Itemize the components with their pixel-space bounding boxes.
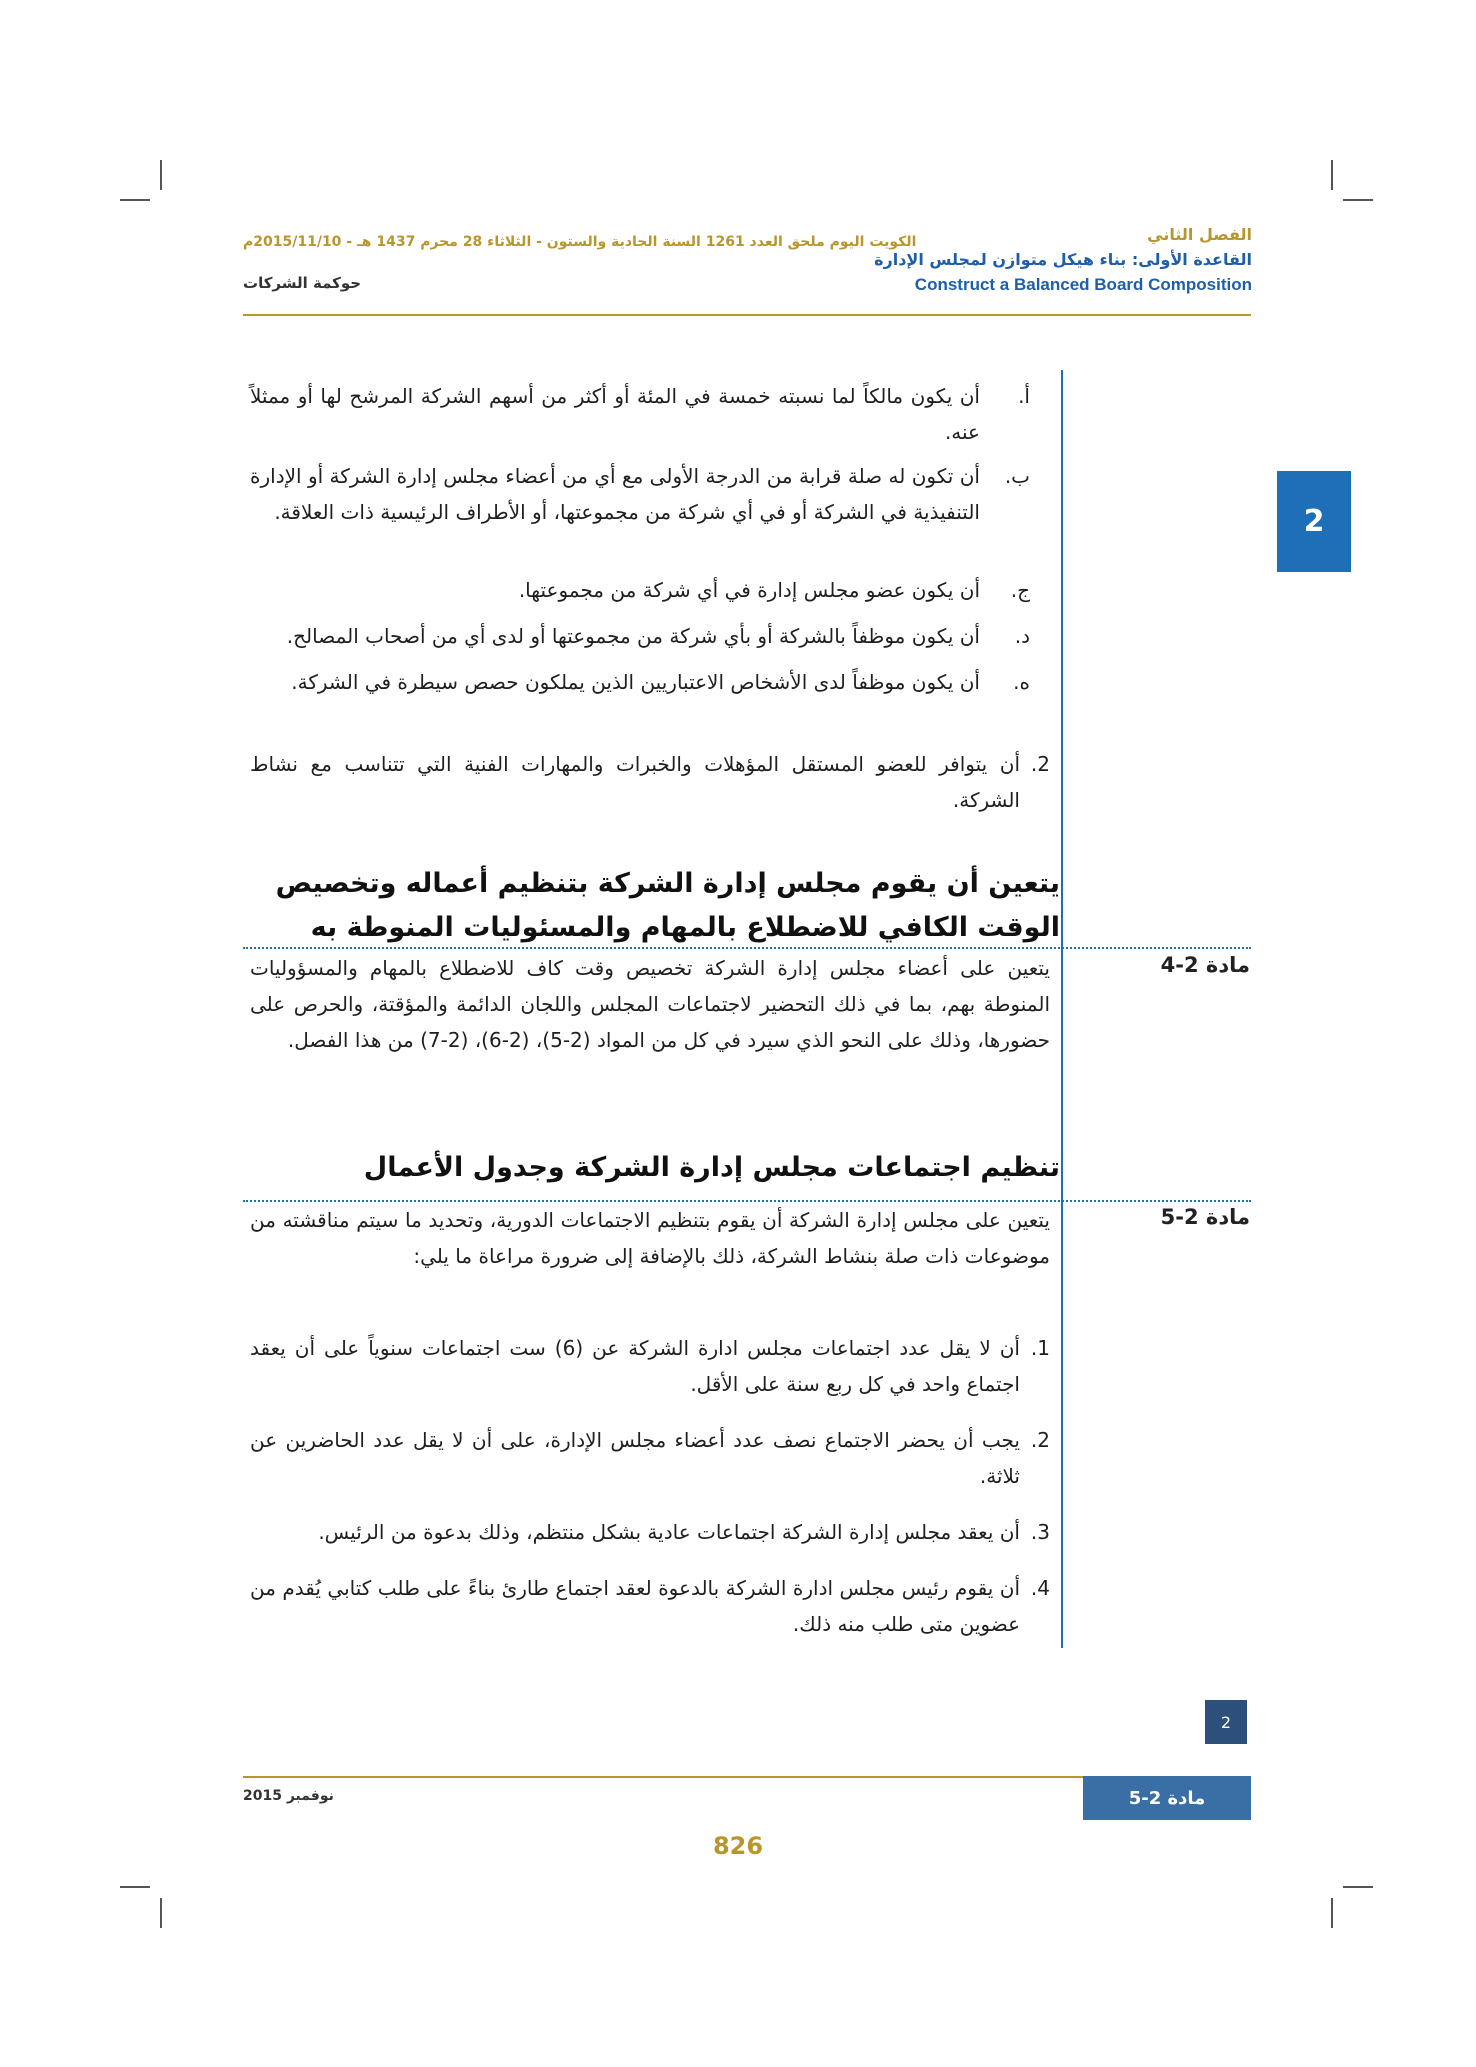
crop-mark	[120, 1886, 150, 1888]
gazette-line: الكويت اليوم ملحق العدد 1261 السنة الحادية والستون - الثلاثاء 28 محرم 1437 هـ - 2015/11/10م	[243, 234, 917, 250]
list-marker: أ.	[1018, 384, 1030, 408]
crop-mark	[160, 160, 162, 190]
list-item: أن يعقد مجلس إدارة الشركة اجتماعات عادية بشكل منتظم، وذلك بدعوة من الرئيس.	[318, 1520, 1020, 1544]
article-label: مادة 2-4	[1160, 953, 1250, 977]
crop-mark	[1343, 199, 1373, 201]
footer-rule	[243, 1776, 1083, 1778]
list-marker: ب.	[1004, 464, 1030, 488]
crop-mark	[1331, 160, 1333, 190]
list-item: أن يكون مالكاً لما نسبته خمسة في المئة أو أكثر من أسهم الشركة المرشح لها أو ممثلاً عنه.	[250, 384, 980, 444]
list-item: أن لا يقل عدد اجتماعات مجلس ادارة الشركة عن (6) ست اجتماعات سنوياً على أن يعقد اجتماع واحد في كل ربع سنة على الأقل.	[250, 1336, 1020, 1396]
chapter-tab: 2	[1277, 471, 1351, 572]
english-title: Construct a Balanced Board Composition	[914, 275, 1252, 294]
footer-article-box: مادة 2-5	[1083, 1776, 1251, 1820]
header-right	[874, 225, 1252, 295]
crop-mark	[160, 1898, 162, 1928]
heading-divider	[243, 947, 1251, 949]
list-item: أن يتوافر للعضو المستقل المؤهلات والخبرات والمهارات الفنية التي تتناسب مع نشاط الشركة.	[250, 752, 1020, 812]
section-heading: يتعين أن يقوم مجلس إدارة الشركة بتنظيم أعماله وتخصيص الوقت الكافي للاضطلاع بالمهام والمسئوليات المنوطة به	[275, 868, 1060, 943]
crop-mark	[1331, 1898, 1333, 1928]
article-text: يتعين على أعضاء مجلس إدارة الشركة تخصيص وقت كاف للاضطلاع بالمهام والمسؤوليات المنوطة بهم، بما في ذلك التحضير لاجتماعات المجلس واللجان الدائمة والمؤقتة، والحرص على حضورها، وذلك على النحو الذي سيرد في كل من المواد (2-5)، (2-6)، (2-7) من هذا الفصل.	[250, 956, 1050, 1052]
list-item: أن يكون عضو مجلس إدارة في أي شركة من مجموعتها.	[518, 578, 980, 602]
section-name: حوكمة الشركات	[243, 274, 362, 292]
list-marker: د.	[1014, 624, 1030, 648]
list-marker: ج.	[1010, 578, 1030, 602]
footer-date: نوفمبر 2015	[243, 1788, 334, 1804]
list-item: أن يكون موظفاً لدى الأشخاص الاعتباريين الذين يملكون حصص سيطرة في الشركة.	[291, 670, 980, 694]
article-label: مادة 2-5	[1160, 1205, 1250, 1229]
rule-title: القاعدة الأولى: بناء هيكل متوازن لمجلس الإدارة	[874, 250, 1252, 269]
folio-number: 826	[712, 1832, 764, 1860]
list-marker: 2.	[1030, 752, 1050, 776]
article-text: يتعين على مجلس إدارة الشركة أن يقوم بتنظيم الاجتماعات الدورية، وتحديد ما سيتم مناقشته من موضوعات ذات صلة بنشاط الشركة، ذلك بالإضافة إلى ضرورة مراعاة ما يلي:	[250, 1208, 1050, 1268]
chapter-title: الفصل الثاني	[1147, 225, 1252, 244]
list-marker: 3.	[1030, 1520, 1050, 1544]
list-item: أن يقوم رئيس مجلس ادارة الشركة بالدعوة لعقد اجتماع طارئ بناءً على طلب كتابي يُقدم من عضوين متى طلب منه ذلك.	[250, 1576, 1020, 1636]
page-number-box: 2	[1205, 1700, 1247, 1744]
list-marker: 1.	[1030, 1336, 1050, 1360]
list-marker: 4.	[1030, 1576, 1050, 1600]
list-item: أن يكون موظفاً بالشركة أو بأي شركة من مجموعتها أو لدى أي من أصحاب المصالح.	[286, 624, 980, 648]
list-marker: 2.	[1030, 1428, 1050, 1452]
list-item: أن تكون له صلة قرابة من الدرجة الأولى مع أي من أعضاء مجلس إدارة الشركة أو الإدارة التنفيذية في الشركة أو في أي شركة من مجموعتها، أو الأطراف الرئيسية ذات العلاقة.	[250, 464, 980, 524]
header-left	[243, 234, 916, 292]
header-rule	[243, 314, 1251, 316]
list-marker: ه.	[1013, 670, 1030, 694]
crop-mark	[120, 199, 150, 201]
list-item: يجب أن يحضر الاجتماع نصف عدد أعضاء مجلس الإدارة، على أن لا يقل عدد الحاضرين عن ثلاثة.	[250, 1428, 1020, 1488]
crop-mark	[1343, 1886, 1373, 1888]
content-rule	[1061, 370, 1063, 1648]
section-heading: تنظيم اجتماعات مجلس إدارة الشركة وجدول الأعمال	[363, 1152, 1060, 1183]
